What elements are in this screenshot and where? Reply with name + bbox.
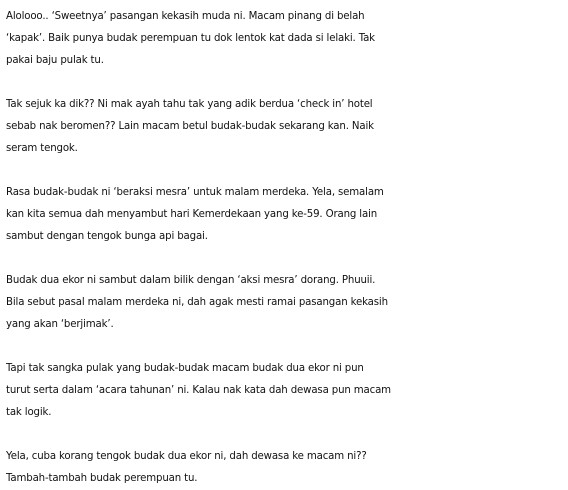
paragraph-line: Tak sejuk ka dik?? Ni mak ayah tahu tak yang adik berdua ‘check in’ hotel <box>6 99 373 110</box>
paragraph-2 <box>6 94 566 160</box>
paragraph-line: Bila sebut pasal malam merdeka ni, dah agak mesti ramai pasangan kekasih <box>6 297 388 308</box>
paragraph-line: Yela, cuba korang tengok budak dua ekor ni, dah dewasa ke macam ni?? <box>6 451 367 462</box>
paragraph-line: tak logik. <box>6 407 52 418</box>
paragraph-6 <box>6 446 566 490</box>
paragraph-line: kan kita semua dah menyambut hari Kemerdekaan yang ke-59. Orang lain <box>6 209 378 220</box>
paragraph-line: turut serta dalam ‘acara tahunan’ ni. Kalau nak kata dah dewasa pun macam <box>6 385 391 396</box>
paragraph-line: seram tengok. <box>6 143 78 154</box>
paragraph-line: sambut dengan tengok bunga api bagai. <box>6 231 208 242</box>
paragraph-line: ‘kapak’. Baik punya budak perempuan tu dok lentok kat dada si lelaki. Tak <box>6 33 375 44</box>
paragraph-5 <box>6 358 566 424</box>
paragraph-line: pakai baju pulak tu. <box>6 55 104 66</box>
paragraph-line: Budak dua ekor ni sambut dalam bilik dengan ‘aksi mesra’ dorang. Phuuii. <box>6 275 376 286</box>
paragraph-line: Tambah-tambah budak perempuan tu. <box>6 473 198 484</box>
article-body <box>6 6 566 490</box>
paragraph-1 <box>6 6 566 72</box>
paragraph-line: yang akan ‘berjimak’. <box>6 319 114 330</box>
paragraph-line: sebab nak beromen?? Lain macam betul budak-budak sekarang kan. Naik <box>6 121 374 132</box>
paragraph-line: Rasa budak-budak ni ‘beraksi mesra’ untuk malam merdeka. Yela, semalam <box>6 187 384 198</box>
paragraph-3 <box>6 182 566 248</box>
paragraph-4 <box>6 270 566 336</box>
paragraph-line: Tapi tak sangka pulak yang budak-budak macam budak dua ekor ni pun <box>6 363 364 374</box>
paragraph-line: Alolooo.. ‘Sweetnya’ pasangan kekasih muda ni. Macam pinang di belah <box>6 11 365 22</box>
